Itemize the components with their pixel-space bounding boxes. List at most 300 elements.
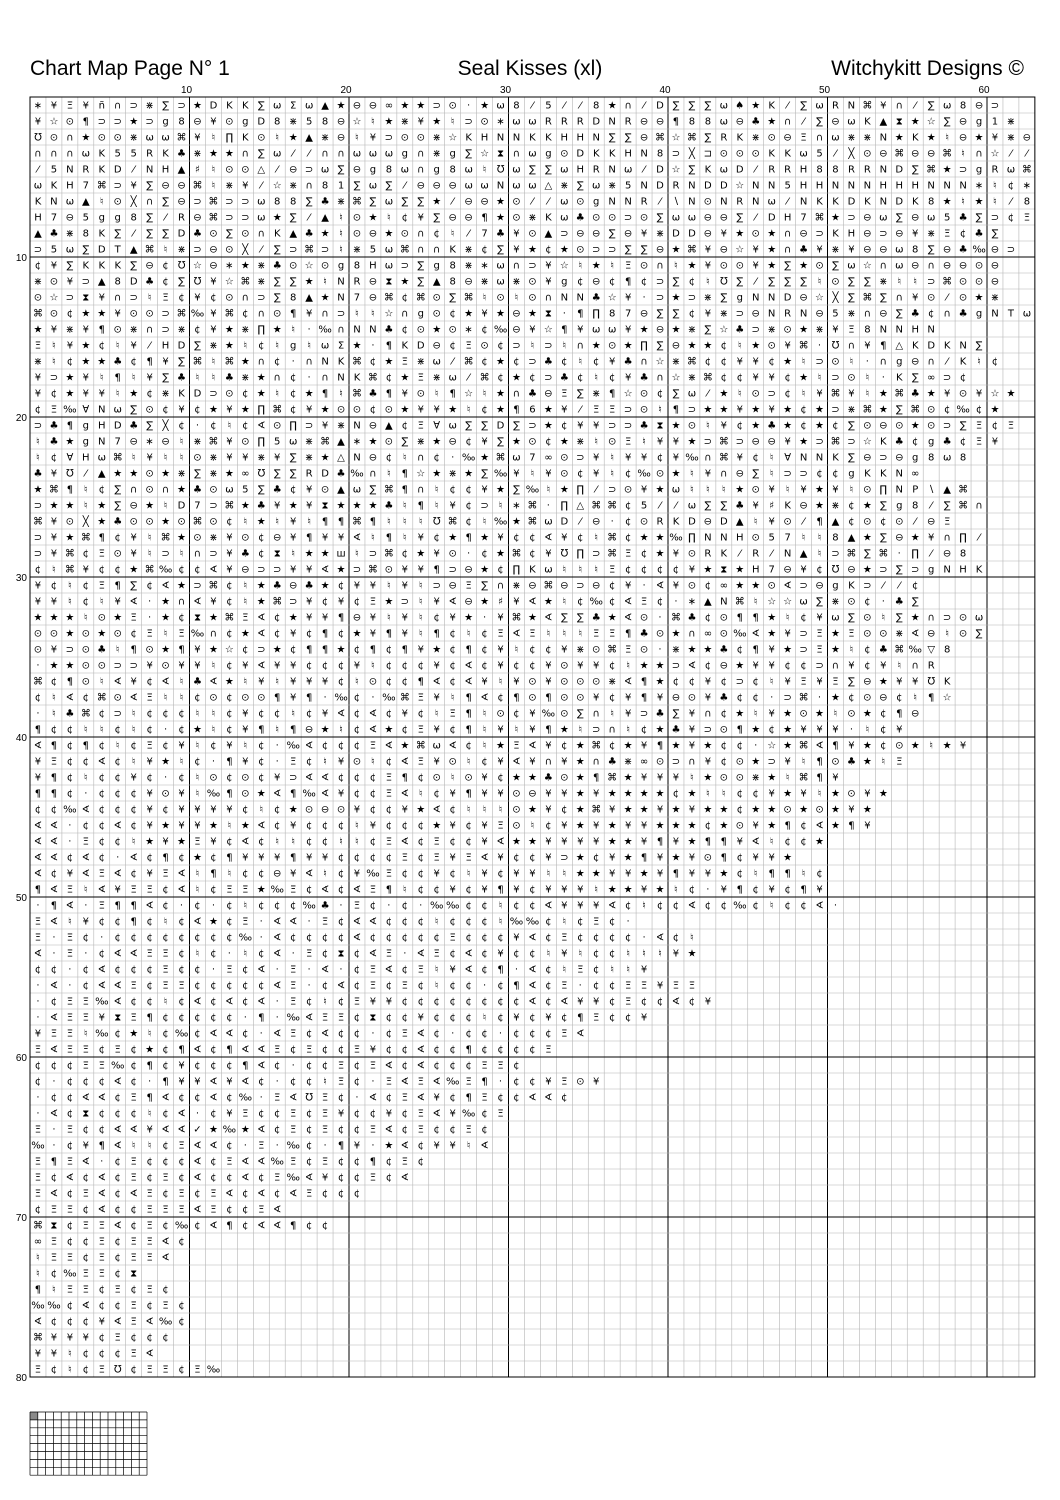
stitch-symbol: ¶ (386, 341, 392, 352)
stitch-symbol: 8 (449, 277, 455, 288)
stitch-symbol: ⊙ (353, 757, 361, 768)
stitch-symbol: ¢ (146, 709, 152, 720)
stitch-symbol: ♮ (563, 629, 567, 640)
stitch-symbol: ★ (289, 805, 298, 816)
stitch-symbol: ⊃ (736, 437, 744, 448)
stitch-symbol: ¢ (226, 709, 232, 720)
stitch-symbol: ★ (783, 357, 792, 368)
stitch-symbol: ¥ (306, 613, 312, 624)
stitch-symbol: ⊃ (799, 581, 807, 592)
stitch-symbol: ★ (257, 517, 266, 528)
stitch-symbol: ¥ (497, 725, 503, 736)
stitch-symbol: ∩ (433, 245, 440, 256)
stitch-symbol: ♮ (850, 357, 854, 368)
stitch-symbol: N (624, 197, 631, 208)
stitch-symbol: ★ (528, 837, 537, 848)
stitch-symbol: ‰ (111, 1061, 124, 1072)
stitch-symbol: ¥ (529, 757, 535, 768)
stitch-symbol: ∑ (354, 181, 361, 192)
stitch-symbol: · (674, 597, 677, 608)
stitch-symbol: ⊙ (895, 741, 903, 752)
stitch-symbol: ⌘ (368, 373, 378, 384)
stitch-symbol: ¢ (402, 821, 408, 832)
stitch-symbol: ¢ (67, 1237, 73, 1248)
stitch-symbol: Ξ (418, 1125, 424, 1136)
stitch-symbol: ♮ (387, 613, 391, 624)
stitch-symbol: ∢ (273, 789, 281, 800)
stitch-symbol: ♮ (754, 517, 758, 528)
stitch-symbol: ¶ (226, 1221, 232, 1232)
stitch-symbol: ∢ (656, 581, 664, 592)
stitch-symbol: ¢ (194, 1189, 200, 1200)
stitch-symbol: ⋇ (464, 261, 472, 272)
stitch-symbol: ★ (943, 197, 952, 208)
stitch-symbol: ∩ (656, 261, 663, 272)
stitch-symbol: ▲ (943, 485, 951, 496)
stitch-symbol: ¥ (274, 773, 280, 784)
stitch-symbol: ★ (225, 149, 234, 160)
stitch-symbol: Ξ (848, 325, 854, 336)
stitch-symbol: ¢ (434, 933, 440, 944)
stitch-symbol: ¥ (737, 837, 743, 848)
stitch-symbol: ⁄ (83, 469, 89, 480)
stitch-symbol: ∑ (417, 197, 424, 208)
stitch-symbol: ⋇ (672, 357, 680, 368)
stitch-symbol: · (467, 101, 470, 112)
stitch-symbol: ¢ (800, 421, 806, 432)
stitch-symbol: ¢ (449, 805, 455, 816)
stitch-symbol: ¥ (753, 661, 759, 672)
stitch-symbol: ¥ (928, 533, 934, 544)
stitch-symbol: ⌘ (830, 437, 840, 448)
stitch-symbol: ∩ (640, 357, 647, 368)
stitch-symbol: ∢ (114, 997, 122, 1008)
stitch-symbol: ⊙ (34, 629, 42, 640)
stitch-symbol: ♮ (499, 501, 503, 512)
stitch-symbol: ¢ (242, 997, 248, 1008)
stitch-symbol: ‰ (494, 517, 507, 528)
stitch-symbol: ∢ (752, 629, 760, 640)
stitch-symbol: ¢ (354, 789, 360, 800)
stitch-symbol: ★ (671, 293, 680, 304)
stitch-symbol: ♮ (132, 1141, 136, 1152)
stitch-symbol: Ξ (146, 949, 152, 960)
stitch-symbol: ⧗ (338, 949, 345, 960)
stitch-symbol: ∢ (305, 1013, 313, 1024)
stitch-symbol: ⊖ (991, 261, 999, 272)
stitch-symbol: ★ (65, 661, 74, 672)
stitch-symbol: ¢ (625, 517, 631, 528)
stitch-symbol: ¢ (115, 1205, 121, 1216)
stitch-symbol: ⌘ (97, 181, 107, 192)
stitch-symbol: ¢ (338, 933, 344, 944)
stitch-symbol: ∢ (82, 853, 90, 864)
stitch-symbol: ¥ (67, 341, 73, 352)
stitch-symbol: ∗ (464, 325, 472, 336)
stitch-symbol: ∑ (768, 277, 775, 288)
stitch-symbol: Ξ (162, 1173, 168, 1184)
stitch-symbol: ⊙ (528, 293, 536, 304)
stitch-symbol: ¥ (146, 757, 152, 768)
stitch-symbol: ¥ (625, 373, 631, 384)
stitch-symbol: K (545, 213, 552, 224)
stitch-symbol: ☆ (735, 181, 744, 192)
stitch-symbol: 8 (657, 149, 663, 160)
stitch-symbol: g (418, 309, 424, 320)
stitch-symbol: Ξ (242, 885, 248, 896)
stitch-symbol: ♮ (68, 597, 72, 608)
stitch-symbol: ω (496, 277, 504, 288)
stitch-symbol: ω (225, 485, 233, 496)
stitch-symbol: ★ (113, 613, 122, 624)
stitch-symbol: ∀ (82, 405, 89, 416)
stitch-symbol: ♮ (275, 837, 279, 848)
stitch-symbol: ¢ (609, 693, 615, 704)
stitch-symbol: ∏ (688, 533, 696, 544)
stitch-symbol: ¢ (481, 1045, 487, 1056)
stitch-symbol: ⁄ (896, 581, 902, 592)
stitch-symbol: ¥ (705, 309, 711, 320)
stitch-symbol: ¢ (338, 677, 344, 688)
stitch-symbol: ¢ (386, 933, 392, 944)
stitch-symbol: ¥ (226, 437, 232, 448)
stitch-symbol: · (499, 1077, 502, 1088)
stitch-symbol: N (816, 453, 823, 464)
stitch-symbol: ★ (560, 725, 569, 736)
stitch-symbol: ★ (576, 853, 585, 864)
stitch-symbol: ¥ (513, 469, 519, 480)
stitch-symbol: ¥ (99, 1013, 105, 1024)
stitch-symbol: ∩ (896, 101, 903, 112)
stitch-symbol: Ξ (162, 1301, 168, 1312)
stitch-symbol: ¥ (912, 293, 918, 304)
stitch-symbol: ♮ (244, 901, 248, 912)
stitch-symbol: ♮ (626, 965, 630, 976)
stitch-symbol: ¢ (274, 1125, 280, 1136)
stitch-symbol: ♣ (321, 197, 330, 208)
stitch-symbol: ¶ (465, 709, 471, 720)
stitch-symbol: ω (161, 133, 169, 144)
stitch-symbol: · (292, 949, 295, 960)
stitch-symbol: ⊃ (448, 565, 456, 576)
stitch-symbol: ⌘ (862, 405, 872, 416)
stitch-symbol: ★ (241, 821, 250, 832)
stitch-symbol: ⊖ (353, 101, 361, 112)
stitch-symbol: R (864, 165, 871, 176)
stitch-symbol: ¢ (99, 341, 105, 352)
stitch-symbol: ⊙ (863, 613, 871, 624)
stitch-symbol: ⋇ (433, 149, 441, 160)
stitch-symbol: ♮ (674, 261, 678, 272)
stitch-symbol: ★ (321, 293, 330, 304)
stitch-symbol: ★ (305, 549, 314, 560)
stitch-symbol: ∀ (784, 453, 791, 464)
stitch-symbol: Ξ (465, 341, 471, 352)
stitch-symbol: · (483, 981, 486, 992)
stitch-symbol: ⊙ (847, 789, 855, 800)
stitch-symbol: ⊙ (608, 437, 616, 448)
stitch-symbol: ★ (895, 133, 904, 144)
stitch-symbol: ∑ (720, 501, 727, 512)
stitch-symbol: ∑ (848, 613, 855, 624)
stitch-symbol: ♣ (113, 357, 122, 368)
stitch-symbol: ★ (751, 405, 760, 416)
stitch-symbol: ⊃ (161, 325, 169, 336)
stitch-symbol: ⊖ (1023, 133, 1031, 144)
stitch-symbol: Ξ (418, 693, 424, 704)
stitch-symbol: ¥ (768, 517, 774, 528)
stitch-symbol: ¶ (35, 885, 41, 896)
stitch-symbol: ¢ (35, 565, 41, 576)
stitch-symbol: ⌘ (511, 613, 521, 624)
stitch-symbol: ¢ (354, 853, 360, 864)
stitch-symbol: ⊖ (464, 197, 472, 208)
stitch-symbol: Ξ (146, 1237, 152, 1248)
stitch-symbol: ¢ (609, 597, 615, 608)
stitch-symbol: ⊃ (305, 421, 313, 432)
stitch-symbol: ¶ (816, 757, 822, 768)
stitch-symbol: ω (1007, 165, 1015, 176)
stitch-symbol: ♮ (148, 1029, 152, 1040)
stitch-symbol: · (276, 1141, 279, 1152)
stitch-symbol: 8 (705, 117, 711, 128)
stitch-symbol: ¢ (162, 1189, 168, 1200)
stitch-symbol: ⁄ (131, 165, 137, 176)
stitch-symbol: ★ (257, 789, 266, 800)
stitch-symbol: ¥ (449, 613, 455, 624)
stitch-symbol: ⊙ (385, 565, 393, 576)
stitch-symbol: ℧ (560, 549, 568, 560)
stitch-symbol: ¢ (306, 837, 312, 848)
stitch-symbol: ⊙ (161, 789, 169, 800)
stitch-symbol: ♮ (786, 485, 790, 496)
stitch-symbol: ¢ (561, 1013, 567, 1024)
stitch-symbol: ¥ (705, 677, 711, 688)
stitch-symbol: ⊖ (464, 565, 472, 576)
stitch-symbol: ∩ (162, 485, 169, 496)
stitch-symbol: 8 (290, 293, 296, 304)
stitch-symbol: ¶ (465, 1093, 471, 1104)
stitch-symbol: ¶ (226, 1045, 232, 1056)
stitch-symbol: ∑ (306, 197, 313, 208)
stitch-symbol: ★ (719, 405, 728, 416)
stitch-symbol: ∑ (689, 101, 696, 112)
stitch-symbol: ¢ (306, 821, 312, 832)
stitch-symbol: ¥ (641, 773, 647, 784)
stitch-symbol: ∑ (673, 101, 680, 112)
stitch-symbol: ⊖ (433, 181, 441, 192)
stitch-symbol: ∑ (67, 261, 74, 272)
stitch-symbol: ⊖ (321, 805, 329, 816)
stitch-symbol: ☆ (305, 261, 314, 272)
stitch-symbol: Ξ (306, 949, 312, 960)
stitch-symbol: ∢ (528, 1093, 536, 1104)
stitch-symbol: ∑ (338, 165, 345, 176)
stitch-symbol: ‰ (494, 325, 507, 336)
stitch-symbol: ¢ (178, 293, 184, 304)
stitch-symbol: Ξ (51, 1029, 57, 1040)
stitch-symbol: ¢ (178, 1365, 184, 1376)
stitch-symbol: R (672, 181, 679, 192)
stitch-symbol: ¥ (370, 1045, 376, 1056)
stitch-symbol: ω (66, 245, 74, 256)
stitch-symbol: ‰ (334, 693, 347, 704)
stitch-symbol: ‰ (31, 1141, 44, 1152)
stitch-symbol: 5 (641, 501, 647, 512)
stitch-symbol: ∑ (880, 501, 887, 512)
stitch-symbol: ⁄ (880, 581, 886, 592)
stitch-symbol: ⊖ (672, 341, 680, 352)
stitch-symbol: ¥ (816, 725, 822, 736)
stitch-symbol: ⊖ (704, 229, 712, 240)
stitch-symbol: ∢ (50, 853, 58, 864)
stitch-symbol: ♯ (769, 501, 774, 512)
stitch-symbol: ⊙ (512, 213, 520, 224)
stitch-symbol: Ξ (162, 293, 168, 304)
stitch-symbol: ∑ (944, 501, 951, 512)
stitch-symbol: N (991, 309, 998, 320)
stitch-symbol: ★ (496, 741, 505, 752)
stitch-symbol: ∢ (257, 1221, 265, 1232)
stitch-symbol: ⌘ (177, 133, 187, 144)
stitch-symbol: ¥ (226, 805, 232, 816)
stitch-symbol: ∑ (258, 101, 265, 112)
stitch-symbol: ¢ (306, 1061, 312, 1072)
stitch-symbol: ★ (815, 709, 824, 720)
stitch-symbol: ∑ (130, 261, 137, 272)
stitch-symbol: ♮ (738, 389, 742, 400)
stitch-symbol: ♮ (451, 693, 455, 704)
stitch-symbol: ¶ (99, 325, 105, 336)
designer-credit: Witchykitt Designs © (831, 56, 1024, 82)
stitch-symbol: · (36, 997, 39, 1008)
stitch-symbol: ¢ (130, 357, 136, 368)
stitch-symbol: ¢ (625, 501, 631, 512)
stitch-symbol: ¢ (83, 1125, 89, 1136)
stitch-symbol: ¥ (115, 309, 121, 320)
stitch-symbol: · (850, 725, 853, 736)
stitch-symbol: ♮ (291, 549, 295, 560)
stitch-symbol: ★ (751, 101, 760, 112)
stitch-symbol: Ξ (465, 1125, 471, 1136)
stitch-symbol: ¥ (593, 469, 599, 480)
stitch-symbol: ¢ (657, 997, 663, 1008)
stitch-symbol: ¢ (481, 757, 487, 768)
stitch-symbol: ¢ (67, 725, 73, 736)
stitch-symbol: ⊃ (34, 501, 42, 512)
stitch-symbol: ⊖ (464, 597, 472, 608)
stitch-symbol: ♮ (132, 373, 136, 384)
stitch-symbol: · (212, 901, 215, 912)
stitch-symbol: ⊙ (337, 805, 345, 816)
stitch-symbol: · (36, 981, 39, 992)
stitch-symbol: ∩ (704, 709, 711, 720)
stitch-symbol: ¢ (402, 1109, 408, 1120)
stitch-symbol: ⌘ (177, 309, 187, 320)
stitch-symbol: R (752, 549, 759, 560)
stitch-symbol: ‰ (909, 645, 922, 656)
stitch-symbol: ∩ (880, 357, 887, 368)
stitch-symbol: Ξ (67, 1045, 73, 1056)
stitch-symbol: ⊙ (34, 293, 42, 304)
stitch-symbol: ¢ (449, 725, 455, 736)
stitch-symbol: ∩ (114, 293, 121, 304)
stitch-symbol: ¥ (481, 677, 487, 688)
stitch-symbol: ¥ (705, 869, 711, 880)
stitch-symbol: ⊃ (337, 309, 345, 320)
stitch-symbol: Ξ (370, 981, 376, 992)
stitch-symbol: ★ (97, 357, 106, 368)
stitch-symbol: ¢ (465, 933, 471, 944)
stitch-symbol: ⊙ (369, 677, 377, 688)
stitch-symbol: ¥ (577, 901, 583, 912)
stitch-symbol: ⌘ (527, 517, 537, 528)
stitch-symbol: ♮ (961, 149, 965, 160)
stitch-symbol: ¥ (689, 565, 695, 576)
stitch-symbol: ⊖ (161, 181, 169, 192)
stitch-symbol: ∢ (608, 901, 616, 912)
stitch-symbol: · (882, 373, 885, 384)
stitch-symbol: ★ (145, 837, 154, 848)
stitch-symbol: K (402, 341, 409, 352)
stitch-symbol: ★ (799, 805, 808, 816)
stitch-symbol: ∢ (114, 1141, 122, 1152)
stitch-symbol: ♮ (467, 629, 471, 640)
stitch-symbol: ★ (799, 261, 808, 272)
stitch-symbol: ¥ (561, 757, 567, 768)
stitch-symbol: ¢ (529, 533, 535, 544)
stitch-symbol: ∢ (544, 901, 552, 912)
stitch-symbol: ⊃ (847, 437, 855, 448)
stitch-symbol: ▲ (34, 229, 42, 240)
stitch-symbol: ¢ (593, 357, 599, 368)
stitch-symbol: ¥ (210, 309, 216, 320)
stitch-symbol: ♮ (339, 245, 343, 256)
stitch-symbol: ★ (177, 837, 186, 848)
stitch-symbol: ⁄ (577, 517, 583, 528)
stitch-symbol: ★ (815, 837, 824, 848)
stitch-symbol: ★ (352, 341, 361, 352)
stitch-symbol: 8 (83, 229, 89, 240)
stitch-symbol: ★ (65, 437, 74, 448)
stitch-symbol: ‰ (382, 693, 395, 704)
stitch-symbol: D (592, 117, 600, 128)
stitch-symbol: Ξ (561, 389, 567, 400)
stitch-symbol: Ξ (131, 981, 137, 992)
stitch-symbol: ¶ (51, 1157, 57, 1168)
stitch-symbol: · (52, 1077, 55, 1088)
stitch-symbol: ¥ (545, 469, 551, 480)
stitch-symbol: Ξ (386, 1077, 392, 1088)
stitch-symbol: ∑ (162, 373, 169, 384)
stitch-symbol: ♮ (499, 917, 503, 928)
stitch-symbol: ¢ (800, 661, 806, 672)
stitch-symbol: Ξ (816, 645, 822, 656)
stitch-symbol: D (178, 501, 186, 512)
stitch-symbol: ¢ (210, 949, 216, 960)
stitch-symbol: 7 (51, 213, 57, 224)
stitch-symbol: ¥ (130, 181, 136, 192)
stitch-symbol: ⊙ (783, 325, 791, 336)
stitch-symbol: ♮ (531, 341, 535, 352)
stitch-symbol: ∩ (784, 229, 791, 240)
stitch-symbol: ⊖ (512, 309, 520, 320)
stitch-symbol: ♮ (339, 725, 343, 736)
stitch-symbol: ω (1023, 309, 1031, 320)
stitch-symbol: ★ (432, 437, 441, 448)
stitch-symbol: N (943, 565, 950, 576)
stitch-symbol: g (976, 165, 982, 176)
